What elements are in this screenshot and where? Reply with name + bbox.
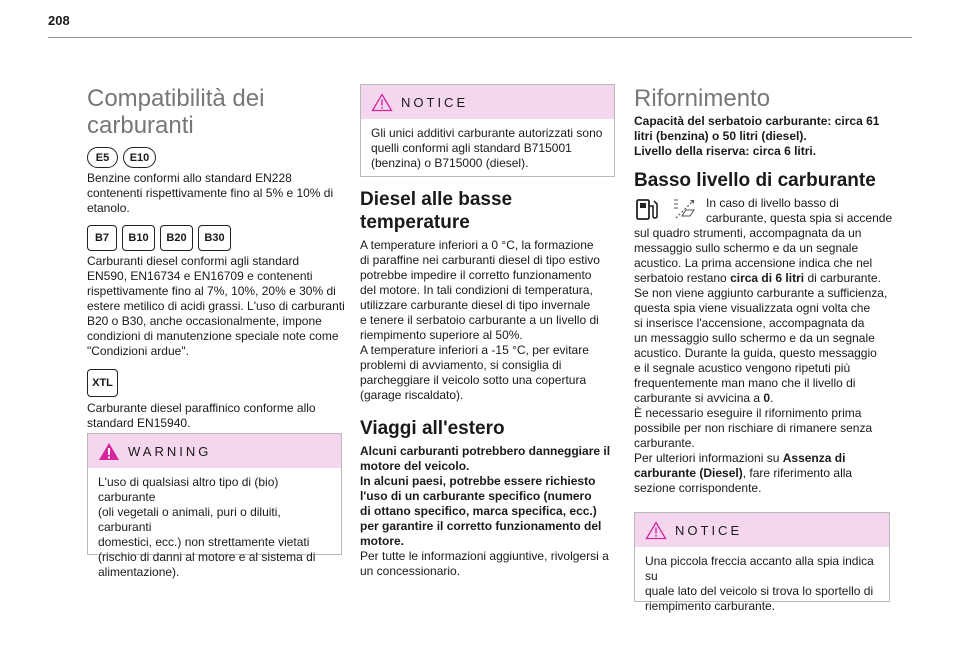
text-line: Carburante diesel paraffinico conforme allo	[87, 401, 316, 415]
warning-body	[88, 468, 341, 580]
low-fuel-intro	[706, 196, 896, 226]
notice-body	[635, 547, 889, 614]
text-line: Carburanti diesel conformi agli standard	[87, 254, 300, 268]
travel-abroad-text	[360, 444, 618, 579]
warning-label: WARNING	[128, 443, 212, 459]
text-line: alimentazione).	[98, 565, 180, 579]
text-line: A temperature inferiori a 0 °C, la formazione	[360, 238, 594, 252]
low-fuel-heading: Basso livello di carburante	[634, 170, 876, 191]
text-span: serbatoio restano	[634, 271, 731, 285]
title-line-2: carburanti	[87, 112, 194, 139]
text-line: quale lato del veicolo si trova lo sportello di	[645, 584, 874, 598]
notice-header	[635, 513, 889, 547]
text-line: acustico. La prima accensione indica che nel	[634, 256, 873, 270]
fuel-pump-icon	[634, 196, 660, 222]
text-line: A temperature inferiori a -15 °C, per evitare	[360, 343, 589, 357]
text-line: Se non viene aggiunto carburante a sufficienza,	[634, 286, 888, 300]
text-line: L'uso di qualsiasi altro tipo di (bio) carburante	[98, 475, 279, 504]
page-number: 208	[48, 13, 70, 28]
diesel-low-temp-heading	[360, 188, 512, 234]
bold-span: Assenza di	[782, 451, 846, 465]
low-fuel-text	[634, 226, 896, 496]
text-line: riempimento carburante.	[645, 599, 776, 613]
text-line: etanolo.	[87, 201, 130, 215]
bold-span: 0	[763, 391, 771, 405]
text-line: frequentemente man mano che il livello di	[634, 376, 856, 390]
title-line-1: Compatibilità dei	[87, 85, 265, 112]
text-line: del motore. In tali condizioni di temperatura,	[360, 283, 593, 297]
text-line: messaggio sullo schermo e da un segnale	[634, 241, 859, 255]
text-line: (garage riscaldato).	[360, 388, 464, 402]
text-line: (oli vegetali o animali, puri o diluiti, carburanti	[98, 505, 281, 534]
bold-span: circa di 6 litri	[730, 271, 805, 285]
notice-header	[361, 85, 614, 119]
text-line: sezione corrispondente.	[634, 481, 762, 495]
diesel-text	[87, 254, 349, 359]
text-span: Per ulteriori informazioni su	[634, 451, 783, 465]
diesel-low-temp-text	[360, 238, 618, 403]
text-line: rispettivamente fino al 7%, 10%, 20% e 30% di	[87, 284, 336, 298]
text-line	[634, 451, 896, 466]
text-line: estere metilico di acidi grassi. L'uso di carburanti	[87, 299, 345, 313]
text-line: parcheggiare il veicolo sotto una copertura	[360, 373, 587, 387]
text-line	[634, 391, 896, 406]
notice-box-additives	[360, 84, 615, 177]
notice-triangle-icon	[645, 521, 667, 540]
text-line: motore del veicolo.	[360, 459, 470, 473]
text-line: si inserisce l'accensione, accompagnata da	[634, 316, 865, 330]
text-line: Livello della riserva: circa 6 litri.	[634, 144, 817, 158]
low-fuel-arrow-icon	[672, 196, 700, 222]
diesel-badges	[87, 225, 231, 251]
text-line: Gli unici additivi carburante autorizzati sono	[371, 126, 603, 140]
text-span: carburante si avvicina a	[634, 391, 764, 405]
b10-badge-icon: B10	[122, 225, 155, 251]
bold-span: carburante (Diesel)	[634, 466, 743, 480]
text-line: e il segnale acustico vengono ripetuti più	[634, 361, 851, 375]
text-line	[634, 271, 896, 286]
text-line: potrebbe impedire il corretto funzionamento	[360, 268, 592, 282]
text-line: Per tutte le informazioni aggiuntive, rivolgersi a	[360, 549, 609, 563]
text-line: un concessionario.	[360, 564, 461, 578]
text-line: In caso di livello basso di	[706, 196, 839, 210]
notice-box-fuel-flap	[634, 512, 890, 613]
text-line: di ottano specifico, marca specifica, ecc.)	[360, 504, 597, 518]
top-rule	[48, 37, 912, 38]
text-line: l'uso di un carburante specifico (numero	[360, 489, 592, 503]
text-span: di carburante.	[804, 271, 881, 285]
text-line: "Condizioni ardue".	[87, 344, 189, 358]
b7-badge-icon: B7	[87, 225, 117, 251]
notice-triangle-icon	[371, 93, 393, 112]
notice-label: NOTICE	[401, 94, 469, 110]
text-line: È necessario eseguire il rifornimento prima	[634, 406, 862, 420]
e10-badge-icon: E10	[123, 147, 156, 168]
text-line: EN590, EN16734 e EN16709 e contenenti	[87, 269, 313, 283]
text-line: utilizzare carburante diesel di tipo invernale	[360, 298, 591, 312]
notice-body	[361, 119, 614, 171]
text-line: problemi di avviamento, si consiglia di	[360, 358, 562, 372]
text-line: sul quadro strumenti, accompagnata da un	[634, 226, 862, 240]
heading-line-2: temperature	[360, 212, 470, 233]
tank-capacity-text	[634, 114, 892, 159]
text-line: di paraffine nei carburanti diesel di tipo estivo	[360, 253, 600, 267]
text-line	[634, 466, 896, 481]
text-line: riempimento superiore al 50%.	[360, 328, 523, 342]
text-line: litri (benzina) o 50 litri (diesel).	[634, 129, 807, 143]
text-line: B20 o B30, anche occasionalmente, impone	[87, 314, 322, 328]
section-title-fuel-compatibility	[87, 85, 264, 139]
text-line: motore.	[360, 534, 405, 548]
heading-line-1: Diesel alle basse	[360, 189, 513, 210]
warning-box	[87, 433, 342, 579]
xtl-text	[87, 401, 347, 431]
text-line: (rischio di danni al motore e al sistema di	[98, 550, 316, 564]
section-title-refuelling: Rifornimento	[634, 85, 771, 112]
xtl-badge-icon: XTL	[87, 369, 118, 397]
text-line: contenenti rispettivamente fino al 5% e 10% di	[87, 186, 334, 200]
warning-triangle-icon	[98, 442, 120, 461]
text-line: Alcuni carburanti potrebbero danneggiare il	[360, 444, 611, 458]
text-span: .	[770, 391, 774, 405]
petrol-text	[87, 171, 347, 216]
text-line: condizioni di manutenzione speciale note come	[87, 329, 339, 343]
text-line: In alcuni paesi, potrebbe essere richiesto	[360, 474, 596, 488]
text-line: Una piccola freccia accanto alla spia indica su	[645, 554, 874, 583]
e5-badge-icon: E5	[87, 147, 118, 168]
b20-badge-icon: B20	[160, 225, 193, 251]
text-line: questa spia viene visualizzata ogni volta che	[634, 301, 871, 315]
text-line: acustico. Durante la guida, questo messaggio	[634, 346, 877, 360]
notice-label: NOTICE	[675, 522, 743, 538]
text-line: (benzina) o B715000 (diesel).	[371, 156, 529, 170]
text-line: Benzine conformi allo standard EN228	[87, 171, 292, 185]
text-line: un messaggio sullo schermo e da un segnale	[634, 331, 875, 345]
text-line: possibile per non rischiare di rimanere senza	[634, 421, 873, 435]
text-line: standard EN15940.	[87, 416, 191, 430]
travel-abroad-heading: Viaggi all'estero	[360, 418, 505, 439]
petrol-badges	[87, 147, 156, 168]
text-line: quelli conformi agli standard B715001	[371, 141, 572, 155]
xtl-badge-row	[87, 369, 118, 397]
warning-header	[88, 434, 341, 468]
text-line: domestici, ecc.) non strettamente vietati	[98, 535, 310, 549]
text-line: carburante.	[634, 436, 695, 450]
text-line: per garantire il corretto funzionamento del	[360, 519, 602, 533]
text-line: carburante, questa spia si accende	[706, 211, 893, 225]
text-span: , fare riferimento alla	[742, 466, 853, 480]
b30-badge-icon: B30	[198, 225, 231, 251]
text-line: Capacità del serbatoio carburante: circa 61	[634, 114, 880, 128]
text-line: e tenere il serbatoio carburante a un livello di	[360, 313, 599, 327]
